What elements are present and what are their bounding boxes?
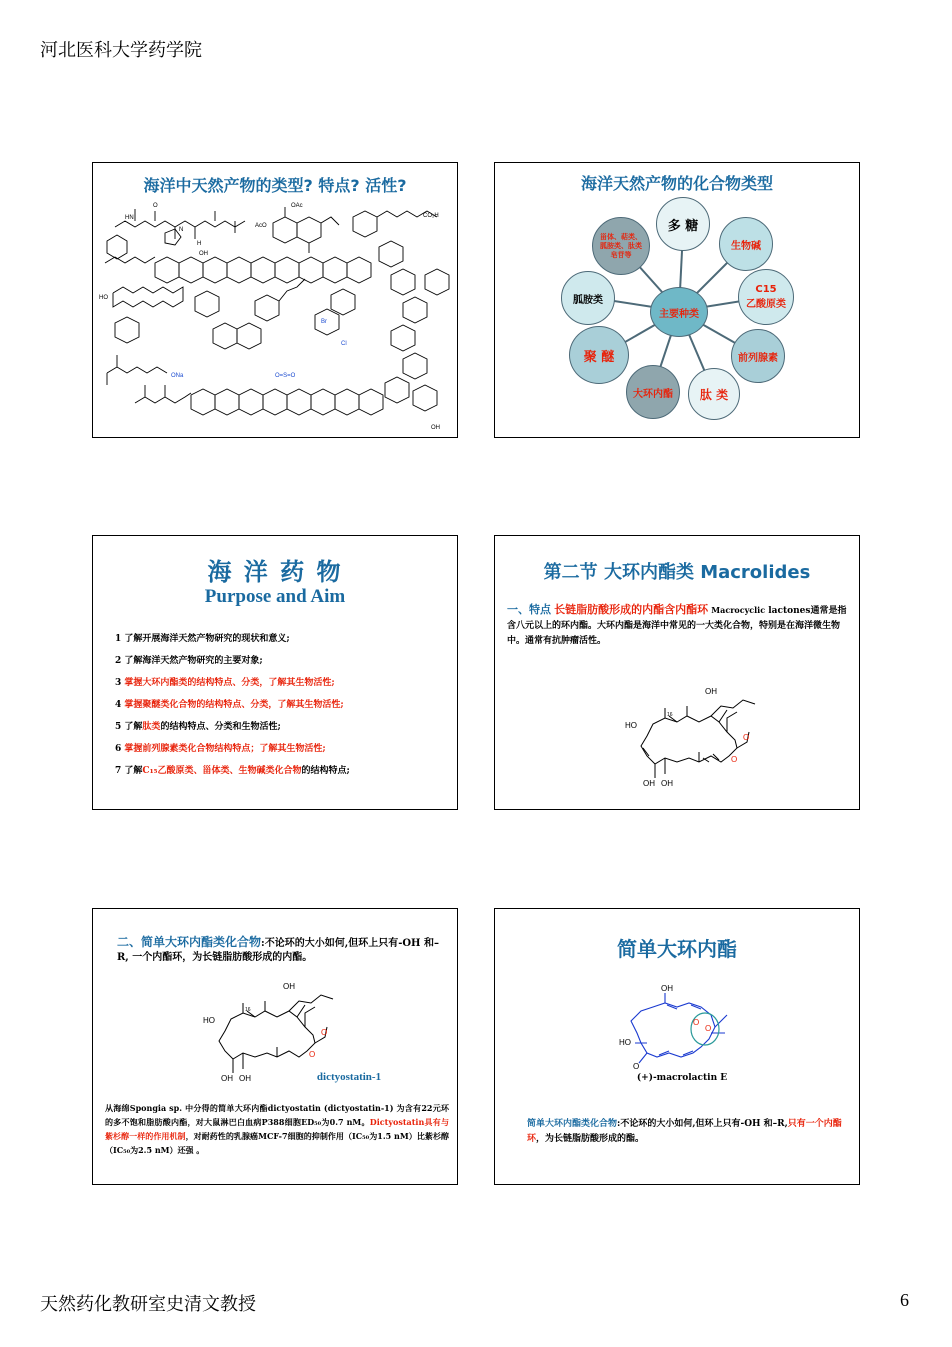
mol-label: N (179, 227, 184, 233)
aim-text: 了解 (124, 722, 143, 732)
section-label: 一、特点 (507, 603, 551, 616)
mol-label: OH (661, 779, 673, 788)
mol-label: OH (661, 984, 673, 993)
slide-simple-macrolide-example (494, 908, 860, 1185)
mol-label: HN (125, 215, 134, 221)
bubble-prostaglandins: 前列腺素 (731, 329, 785, 383)
aim-highlight: 肽类 (142, 722, 161, 732)
mol-label: O (153, 203, 158, 209)
bubble-polysaccharides: 多 糖 (656, 197, 710, 251)
bubble-polyethers: 聚 醚 (569, 326, 629, 384)
aim-item (115, 672, 451, 694)
note-black: :不论环的大小如何,但环上只有-OH 和–R, (617, 1119, 788, 1129)
aim-text: 掌握聚醚类化合物的结构特点、分类，了解其生物活性; (124, 700, 344, 710)
mol-label: Cl (341, 341, 347, 347)
paragraph-text: 从海绵Spongia sp. 中分得的简单大环内酯dictyostatin (dictyostatin-1) 为含有22元环的多不饱和脂肪酸内酯，对大鼠淋巴白血病P388细胞ED₅₀为0.7 nM。 (105, 1103, 449, 1127)
aim-text: 了解开展海洋天然产物研究的现状和意义; (124, 634, 290, 644)
aim-number: 4 (115, 700, 122, 710)
aim-number: 1 (115, 634, 122, 644)
aim-text: 了解海洋天然产物研究的主要对象; (124, 656, 263, 666)
mol-label: HO (625, 721, 637, 730)
section-red-text: 长链脂肪酸形成的内酯含内酯环 (554, 603, 709, 616)
compound-caption: (+)-macrolactin E (636, 1073, 728, 1083)
slide-title: 海洋中天然产物的类型? 特点? 活性? (143, 176, 407, 195)
section-en-text: Macrocyclic (711, 605, 766, 615)
aim-item (115, 738, 451, 760)
bubble-alkaloids: 生物碱 (719, 217, 773, 271)
bubble-peptides: 肽 类 (688, 368, 740, 420)
slide-simple-macrolides (92, 908, 458, 1185)
mol-label: O (633, 1062, 640, 1071)
heading-black: :不论环的大小如何,但环上只有-OH 和–R, 一个内酯环，为长链脂肪酸形成的内酯。 (117, 938, 439, 963)
mol-label: OH (221, 1074, 233, 1083)
mol-label: CO₂H (423, 213, 439, 219)
simple-macrolide-note (527, 1117, 847, 1147)
aim-number: 3 (115, 678, 122, 688)
bubble-macrolides: 大环内酯 (626, 365, 680, 419)
aim-number: 6 (115, 744, 122, 754)
slide-heading (117, 935, 441, 965)
aim-text: 的结构特点; (301, 766, 350, 776)
mol-label: HO (99, 295, 108, 301)
aim-item (115, 694, 451, 716)
aim-text: 的结构特点、分类和生物活性; (160, 722, 281, 732)
aim-item (115, 716, 451, 738)
mol-label: HO (619, 1038, 631, 1047)
macrolide-definition (507, 602, 851, 649)
mol-label: O (309, 1050, 316, 1059)
bubble-steroids-terpenes: 甾体、萜类、 胍胺类、肽类 皂苷等 (592, 217, 650, 275)
mol-label: O (693, 1018, 700, 1027)
mol-label: 16 (245, 1007, 251, 1013)
aim-number: 5 (115, 722, 122, 732)
slide-compound-types (494, 162, 860, 438)
dictyostatin-paragraph (105, 1101, 449, 1157)
mol-label: O (705, 1024, 712, 1033)
dictyostatin-structure (619, 682, 779, 792)
slide-title: 简单大环内酯 (617, 937, 737, 961)
aim-number: 7 (115, 766, 122, 776)
mol-label: OH (643, 779, 655, 788)
slide-purpose-and-aim (92, 535, 458, 810)
hub-main-types: 主要种类 (650, 287, 708, 337)
aim-number: 2 (115, 656, 122, 666)
slide-macrolides (494, 535, 860, 810)
dictyostatin-1-structure (197, 977, 357, 1085)
aim-text: 掌握前列腺素类化合物结构特点；了解其生物活性; (124, 744, 326, 754)
mol-label: OH (431, 425, 440, 431)
mol-label: O (743, 733, 750, 742)
mol-label: O (321, 1028, 328, 1037)
aim-text: 掌握大环内酯类的结构特点、分类，了解其生物活性; (124, 678, 335, 688)
slide-title: 第二节 大环内酯类 Macrolides (543, 562, 811, 583)
aim-highlight: C₁₅乙酸原类、甾体类、生物碱类化合物 (142, 766, 302, 776)
slide-subtitle: Purpose and Aim (204, 586, 346, 607)
note-blue: 简单大环内酯类化合物 (527, 1119, 618, 1129)
mol-label: OH (283, 982, 295, 991)
aim-item (115, 628, 451, 650)
chemical-structures-collage (95, 197, 457, 437)
aim-item (115, 650, 451, 672)
mol-label: 16 (667, 712, 673, 718)
mol-label: OAc (291, 203, 303, 209)
compound-caption: dictyostatin-1 (316, 1071, 382, 1083)
mol-label: OH (705, 687, 717, 696)
slide-title: 海 洋 药 物 (207, 558, 343, 586)
mol-label: O (731, 755, 738, 764)
page-header: 河北医科大学药学院 (40, 40, 202, 61)
section-body: lactones通常是指含八元以上的环内酯。大环内酯是海洋中常见的一大类化合物，特别是在海洋微生物中。通常有抗肿瘤活性。 (507, 606, 847, 646)
mol-label: H (197, 241, 202, 247)
page-footer: 天然药化教研室史清文教授 (40, 1294, 256, 1315)
mol-label: OH (239, 1074, 251, 1083)
mol-label: AcO (255, 223, 267, 229)
mol-label: ONa (171, 373, 184, 379)
paragraph-red: Dictyostatin具有与紫杉醇一样的作用机制 (105, 1117, 449, 1141)
heading-blue: 二、简单大环内酯类化合物 (117, 935, 262, 949)
mol-label: Br (321, 319, 327, 325)
note-red: 只有一个内酯环 (527, 1119, 842, 1144)
mol-label: HO (203, 1016, 215, 1025)
mol-label: OH (199, 251, 208, 257)
bubble-guanidines: 胍胺类 (561, 271, 615, 325)
paragraph-tail: ，对耐药性的乳腺癌MCF-7细胞的抑制作用（IC₅₀为1.5 nM）比紫杉醇（IC₅₀为2.5 nM）还强 。 (105, 1131, 449, 1155)
slide-marine-natural-products-overview (92, 162, 458, 438)
note-tail: ，为长链脂肪酸形成的酯。 (536, 1134, 645, 1144)
aims-list (115, 628, 451, 782)
mol-label: O=S=O (275, 373, 296, 379)
aim-item (115, 760, 451, 782)
page-number: 6 (900, 1290, 909, 1310)
bubble-c15-acetogenins: C15 乙酸原类 (738, 269, 794, 325)
slide-title: 海洋天然产物的化合物类型 (580, 174, 773, 193)
macrolactin-e-structure (607, 981, 757, 1081)
aim-text: 了解 (124, 766, 143, 776)
